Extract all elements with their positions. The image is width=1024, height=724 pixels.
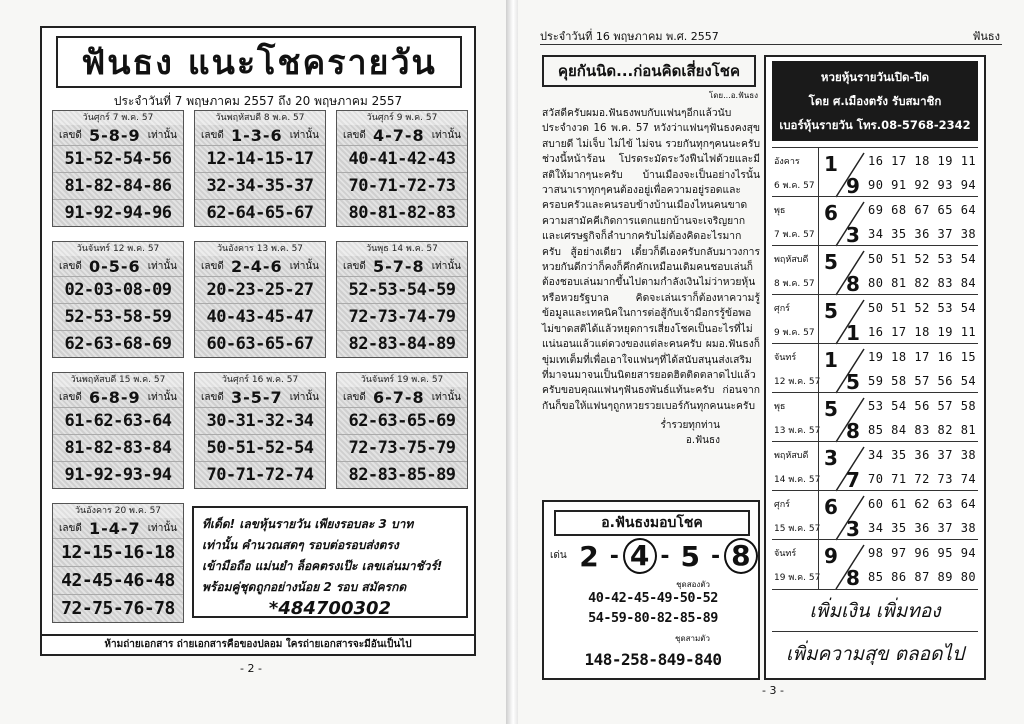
row-date: 14 พ.ค. 57 [774,475,821,485]
article [542,55,760,495]
card-key-suffix: เท่านั้น [431,129,461,141]
row-numbers-top: 69 68 67 65 64 [868,203,977,217]
row-divider [818,491,819,540]
card-key-suffix: เท่านั้น [289,260,319,272]
lucky-numbers-box [542,500,760,680]
article-body: สวัสดีครับผมอ.ฟันธงพบกับแฟนๆอีกแล้วนับประจำงวด 16 พ.ค. 57 หวังว่าแฟนๆฟันธงคงสุขสบายดี ไม่เจ็บ ไม่ไข้ ไม่จน รวยกันทุกๆคนนะครับ ช่วงนี้หน้าร้อน โปรดระมัดระวังฟืนไฟด้วยและมีสติให้มากๆนะครับ บ้านเมืองจะเป็นอย่างไรนั้นวาสนาเราทุกๆคนต้องอยู่เพื่อความอยู่รอดและครอบครัวและคนรอบข้างบ้านเมืองไหนคนขาดความสามัคคีเกิดการแตกแยกบ้านจะเจริญยากและเศรษฐกิจก็ลำบากครับไม่ต้องคิดอะไรมากครับ สู้อย่างเดียว เดี๋ยวก็ดีเองครับกลับมาวงการหวยกันดีกว่าก็คงก็คึกคักเหมือนเดิมคนชอบเล่นก็ต้องชอบเล่นมากขึ้นไปตามกำลังเงินไม่ว่าหวยหุ้นหรือหวยรัฐบาล คิดจะเล่นเราก็ต้องหาความรู้ข้อมูลและเทคนิคในการต่อสู้กับเจ้ามือกรรู้ข้อพอไม่ขาดสติได้แล้วหยุดการเสี่ยงโชคเป็นอะไรที่ไม่แน่นอนแล้วแต่ดวงของแต่ละคนครับ ผมอ.ฟันธงก็ขุ่มเทเต็มที่เพื่อเอาใจแฟนๆที่ได้สนับสนุนส่งเสริมที่มาจนมาจนเป็นนิตยสารยอดฮิตติดตลาดไปแล้วครับขอบคุณแฟนๆฟันธงพันธ์แท้นะครับ ก่อนจากกันก็ขอให้แฟนๆถูกหวยรวยเบอร์กันทุกคนนะครับ [542,107,760,412]
card-number-row: 80-81-82-83 [337,199,467,226]
card-key-label: เลขดี [59,522,82,534]
row-numbers-bottom: 70 71 72 73 74 [868,472,977,486]
date-range: ประจำวันที่ 7 พฤษภาคม 2557 ถึง 20 พฤษภาคม 2557 [113,94,403,108]
card-key-label: เลขดี [343,260,366,272]
card-date: วันอังคาร 13 พ.ค. 57 [195,242,325,256]
card-number-row: 82-83-85-89 [337,461,467,488]
table-row [772,147,978,196]
card-key-suffix: เท่านั้น [431,260,461,272]
row-digit-bottom: 3 [846,517,860,541]
card-key-digits: 1-3-6 [230,125,283,145]
table-row [772,245,978,294]
row-divider [818,540,819,589]
table-header [772,61,978,141]
number-card [194,241,326,358]
card-date: วันศุกร์ 7 พ.ค. 57 [53,111,183,125]
page-gutter [506,0,518,724]
card-number-row: 20-23-25-27 [195,276,325,303]
card-key [337,125,467,145]
row-numbers-bottom: 90 91 92 93 94 [868,178,977,192]
article-title: คุยกันนิด...ก่อนคิดเสี่ยงโชค [542,55,756,87]
slogan-2: เพิ่มความสุข ตลอดไป [772,631,978,675]
number-card [52,241,184,358]
row-digit-top: 3 [824,446,838,470]
row-digit-top: 1 [824,348,838,372]
card-key-digits: 3-5-7 [230,387,283,407]
article-byline: โดย...อ.ฟันธง [708,91,758,100]
row-day: จันทร์ [774,549,797,559]
card-number-row: 52-53-54-59 [337,276,467,303]
row-numbers-top: 34 35 36 37 38 [868,448,977,462]
two-digit-label: ชุดสองตัว [676,580,710,589]
number-card [194,372,326,489]
card-number-row: 62-64-65-67 [195,199,325,226]
table-header-author: โดย ศ.เมืองตรัง รับสมาชิก [808,94,942,108]
row-numbers-bottom: 85 86 87 89 80 [868,570,977,584]
row-digit-bottom: 9 [846,174,860,198]
article-sign-1: ร่ำรวยทุกท่าน [660,420,720,432]
number-card [336,241,468,358]
card-number-row: 91-92-93-94 [53,461,183,488]
row-numbers-bottom: 34 35 36 37 38 [868,521,977,535]
promo-line: เท่านั้น คำนวณสดๆ รอบต่อรอบส่งตรง [202,538,399,552]
two-digit-set-1: 40-42-45-49-50-52 [588,590,718,606]
three-digit-label: ชุดสามตัว [675,634,710,643]
row-digit-top: 5 [824,299,838,323]
row-digit-bottom: 1 [846,321,860,345]
row-numbers-top: 60 61 62 63 64 [868,497,977,511]
row-date: 7 พ.ค. 57 [774,230,815,240]
row-digit-bottom: 8 [846,272,860,296]
stock-lottery-table [764,55,986,680]
row-digit-bottom: 5 [846,370,860,394]
card-number-row: 52-53-58-59 [53,303,183,330]
number-card [336,372,468,489]
row-day: พฤหัสบดี [774,451,809,461]
lead-digit-circled: 8 [724,538,758,574]
row-date: 19 พ.ค. 57 [774,573,821,583]
card-number-row: 72-73-74-79 [337,303,467,330]
row-day: อังคาร [774,157,800,167]
promo-line: เข้ามือถือ แม่นยำ ล็อคตรงเป๊ะ เลขเล่นมาชัวร์! [202,559,443,573]
magazine-name: ฟันธง [972,30,1000,43]
row-date: 8 พ.ค. 57 [774,279,815,289]
left-page [0,0,506,724]
row-numbers-top: 98 97 96 95 94 [868,546,977,560]
card-key [337,256,467,276]
lead-digit-circled: 4 [623,538,657,574]
card-key-suffix: เท่านั้น [289,391,319,403]
card-number-row: 70-71-72-74 [195,461,325,488]
card-number-row: 02-03-08-09 [53,276,183,303]
header-rule [540,44,1002,45]
row-numbers-top: 53 54 56 57 58 [868,399,977,413]
row-digit-top: 6 [824,201,838,225]
row-day: พุธ [774,206,786,216]
table-row [772,343,978,392]
card-key [195,387,325,407]
row-divider [818,295,819,344]
promo-line: พร้อมคู่ชุดถูกอย่างน้อย 2 รอบ สมัครกด [202,580,407,594]
card-key-digits: 6-7-8 [372,387,425,407]
lead-digit: 2 [579,539,599,573]
table-row [772,539,978,588]
row-day: ศุกร์ [774,304,790,314]
card-number-row: 81-82-83-84 [53,434,183,461]
card-number-row: 61-62-63-64 [53,407,183,434]
left-title-box [56,36,462,88]
card-key-label: เลขดี [343,129,366,141]
number-card [52,503,184,623]
card-date: วันจันทร์ 12 พ.ค. 57 [53,242,183,256]
card-date: วันศุกร์ 9 พ.ค. 57 [337,111,467,125]
issue-date: ประจำวันที่ 16 พฤษภาคม พ.ศ. 2557 [540,30,719,43]
table-row [772,441,978,490]
table-row [772,392,978,441]
card-key-label: เลขดี [201,391,224,403]
promo-box [192,506,468,618]
left-footer-warning: ห้ามถ่ายเอกสาร ถ่ายเอกสารคือของปลอม ใครถ่ายเอกสารจะมีอันเป็นไป [40,636,476,656]
row-numbers-top: 50 51 52 53 54 [868,301,977,315]
row-divider [818,246,819,295]
card-number-row: 30-31-32-34 [195,407,325,434]
card-key-suffix: เท่านั้น [289,129,319,141]
card-key [53,518,183,538]
table-header-title: หวยหุ้นรายวันเปิด-ปิด [820,70,930,84]
card-date: วันพฤหัสบดี 15 พ.ค. 57 [53,373,183,387]
card-date: วันศุกร์ 16 พ.ค. 57 [195,373,325,387]
row-numbers-bottom: 34 35 36 37 38 [868,227,977,241]
row-numbers-bottom: 85 84 83 82 81 [868,423,977,437]
row-day: จันทร์ [774,353,797,363]
lead-label: เด่น [550,550,567,561]
card-key-digits: 0-5-6 [88,256,141,276]
promo-line: ทีเด็ด! เลขหุ้นรายวัน เพียงรอบละ 3 บาท [202,517,414,531]
row-digit-bottom: 8 [846,419,860,443]
card-number-row: 50-51-52-54 [195,434,325,461]
article-sign-2: อ.ฟันธง [685,435,720,447]
card-number-row: 12-14-15-17 [195,145,325,172]
card-key-suffix: เท่านั้น [147,129,177,141]
card-key-label: เลขดี [201,129,224,141]
row-digit-bottom: 8 [846,566,860,590]
three-digit-set: 148-258-849-840 [584,650,722,669]
number-card [52,110,184,227]
table-row [772,294,978,343]
row-digit-top: 9 [824,544,838,568]
card-number-row: 91-92-94-96 [53,199,183,226]
row-numbers-bottom: 80 81 82 83 84 [868,276,977,290]
table-header-phone: เบอร์หุ้นรายวัน โทร.08-5768-2342 [779,118,971,132]
card-key-digits: 2-4-6 [230,256,283,276]
card-date: วันพฤหัสบดี 8 พ.ค. 57 [195,111,325,125]
card-key [53,125,183,145]
card-date: วันพุธ 14 พ.ค. 57 [337,242,467,256]
card-key [53,387,183,407]
card-key [53,256,183,276]
row-day: พุธ [774,402,786,412]
left-title: ฟันธง แนะโชครายวัน [81,43,437,83]
number-card [52,372,184,489]
card-key-label: เลขดี [201,260,224,272]
row-divider [818,393,819,442]
card-key [195,256,325,276]
row-day: พฤหัสบดี [774,255,809,265]
table-row [772,490,978,539]
card-key-suffix: เท่านั้น [147,260,177,272]
row-digit-top: 5 [824,250,838,274]
card-key-label: เลขดี [59,129,82,141]
table-row [772,196,978,245]
lucky-title: อ.ฟันธงมอบโชค [554,510,750,536]
promo-code: *484700302 [268,598,392,619]
card-key-suffix: เท่านั้น [431,391,461,403]
card-number-row: 42-45-46-48 [53,566,183,594]
row-numbers-top: 16 17 18 19 11 [868,154,977,168]
card-number-row: 72-73-75-79 [337,434,467,461]
card-number-row: 60-63-65-67 [195,330,325,357]
card-key-label: เลขดี [59,391,82,403]
slogan-1: เพิ่มเงิน เพิ่มทอง [772,589,978,631]
card-date: วันอังคาร 20 พ.ค. 57 [53,504,183,518]
row-divider [818,197,819,246]
lead-digit: 5 [680,539,701,573]
row-day: ศุกร์ [774,500,790,510]
card-key-digits: 5-7-8 [372,256,425,276]
row-numbers-bottom: 16 17 18 19 11 [868,325,977,339]
row-date: 15 พ.ค. 57 [774,524,821,534]
card-key [195,125,325,145]
row-digit-bottom: 3 [846,223,860,247]
row-digit-top: 5 [824,397,838,421]
card-number-row: 62-63-65-69 [337,407,467,434]
card-number-row: 12-15-16-18 [53,538,183,566]
card-number-row: 82-83-84-89 [337,330,467,357]
card-key-digits: 5-8-9 [88,125,141,145]
right-page [518,0,1024,724]
card-key-suffix: เท่านั้น [147,391,177,403]
left-page-number: - 2 - [240,662,262,675]
row-numbers-top: 19 18 17 16 15 [868,350,977,364]
row-divider [818,442,819,491]
card-key-digits: 6-8-9 [88,387,141,407]
card-key-digits: 4-7-8 [372,125,425,145]
card-number-row: 40-43-45-47 [195,303,325,330]
row-digit-top: 1 [824,152,838,176]
row-date: 9 พ.ค. 57 [774,328,815,338]
row-date: 12 พ.ค. 57 [774,377,821,387]
two-digit-set-2: 54-59-80-82-85-89 [588,610,718,626]
card-number-row: 51-52-54-56 [53,145,183,172]
card-key-label: เลขดี [343,391,366,403]
card-key-digits: 1-4-7 [88,518,141,538]
number-card [194,110,326,227]
card-number-row: 62-63-68-69 [53,330,183,357]
card-number-row: 72-75-76-78 [53,594,183,622]
row-numbers-bottom: 59 58 57 56 54 [868,374,977,388]
row-numbers-top: 50 51 52 53 54 [868,252,977,266]
card-date: วันจันทร์ 19 พ.ค. 57 [337,373,467,387]
card-key-label: เลขดี [59,260,82,272]
row-date: 6 พ.ค. 57 [774,181,815,191]
row-digit-top: 6 [824,495,838,519]
number-card [336,110,468,227]
row-divider [818,148,819,197]
left-frame [40,26,476,636]
card-key-suffix: เท่านั้น [147,522,177,534]
card-number-row: 32-34-35-37 [195,172,325,199]
row-digit-bottom: 7 [846,468,860,492]
right-page-number: - 3 - [762,684,784,697]
card-number-row: 70-71-72-73 [337,172,467,199]
card-number-row: 40-41-42-43 [337,145,467,172]
card-key [337,387,467,407]
row-divider [818,344,819,393]
row-date: 13 พ.ค. 57 [774,426,821,436]
lead-digits: 2 - 4 - 5 - 8 [572,536,758,576]
card-number-row: 81-82-84-86 [53,172,183,199]
